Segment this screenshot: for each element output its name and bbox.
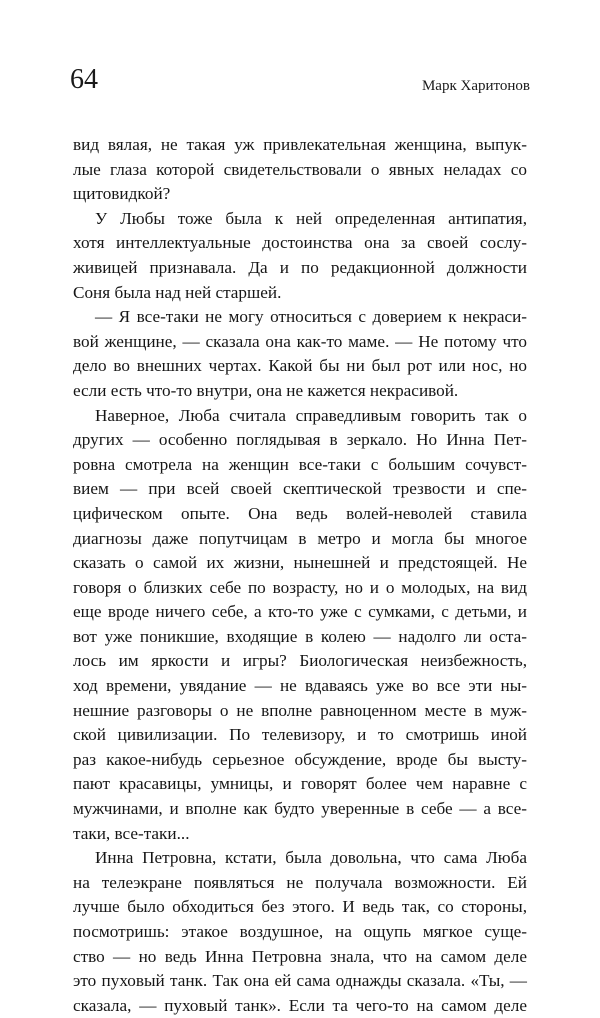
text-line: живицей признавала. Да и по редакционной должности: [73, 257, 527, 277]
text-line: вой женщине, — сказала она как-то маме. — Не потому что: [73, 331, 527, 351]
text-line: ровна смотрела на женщин все-таки с большим сочувст-: [73, 454, 527, 474]
text-line: сказала, — пуховый танк». Если та чего-то на самом деле: [73, 995, 527, 1015]
text-line: пают красавицы, умницы, и говорят более чем наравне с: [73, 774, 527, 794]
text-line: если есть что-то внутри, она не кажется некрасивой.: [73, 380, 459, 400]
text-line: щитовидкой?: [73, 184, 171, 204]
text-line: диагнозы даже попутчицам в метро и могла бы многое: [73, 528, 527, 548]
page-number: 64: [70, 64, 98, 95]
text-line: говоря о близких себе по возрасту, но и о молодых, на вид: [73, 577, 527, 597]
text-line: ство — но ведь Инна Петровна знала, что на самом деле: [73, 946, 527, 966]
text-line: ской цивилизации. По телевизору, и то смотришь иной: [73, 725, 527, 745]
text-line: У Любы тоже была к ней определенная антипатия,: [95, 208, 527, 228]
text-line: вот уже поникшие, входящие в колею — надолго ли оста-: [73, 626, 527, 646]
text-line: посмотришь: этакое воздушное, на ощупь мягкое суще-: [73, 922, 527, 941]
text-line: лые глаза которой свидетельствовали о явных неладах со: [73, 159, 527, 179]
text-line: лучше было обходиться без этого. И ведь так, со стороны,: [73, 897, 527, 917]
text-line: хотя интеллектуальные достоинства она за своей сослу-: [73, 233, 527, 253]
text-line: Инна Петровна, кстати, была довольна, что сама Люба: [95, 848, 527, 868]
text-line: еще вроде ничего себе, а кто-то уже с сумками, с детьми, и: [73, 602, 527, 622]
text-line: таки, все-таки...: [73, 823, 190, 843]
text-line: мужчинами, и вполне как будто уверенные в себе — а все-: [73, 799, 527, 819]
text-line: дело во внешних чертах. Какой бы ни был рот или нос, но: [73, 356, 527, 376]
text-line: Наверное, Люба считала справедливым говорить так о: [95, 405, 527, 425]
text-line: раз какое-нибудь серьезное обсуждение, вроде бы высту-: [73, 749, 527, 769]
text-line: на телеэкране появляться не получала возможности. Ей: [73, 872, 527, 892]
text-line: вием — при всей своей скептической трезвости и спе-: [73, 479, 527, 499]
text-line: ход времени, увядание — не вдаваясь уже во все эти ны-: [73, 676, 527, 696]
text-line: это пуховый танк. Так она ей сама однажды сказала. «Ты, —: [73, 971, 527, 991]
body-text: [73, 133, 527, 1018]
text-line: Соня была над ней старшей.: [73, 282, 282, 302]
text-line: других — особенно поглядывая в зеркало. Но Инна Пет-: [73, 430, 527, 450]
running-header-author: Марк Харитонов: [421, 78, 530, 94]
text-line: вид вялая, не такая уж привлекательная женщина, выпук-: [73, 135, 527, 154]
text-line: цифическом опыте. Она ведь волей-неволей ставила: [73, 503, 527, 523]
text-line: сказать о самой их жизни, нынешней и предстоящей. Не: [73, 553, 527, 573]
text-line: лось им яркости и игры? Биологическая неизбежность,: [73, 651, 527, 671]
text-line: нешние разговоры о не вполне равноценном месте в муж-: [73, 700, 527, 720]
text-line: — Я все-таки не могу относиться с доверием к некраси-: [95, 307, 527, 327]
